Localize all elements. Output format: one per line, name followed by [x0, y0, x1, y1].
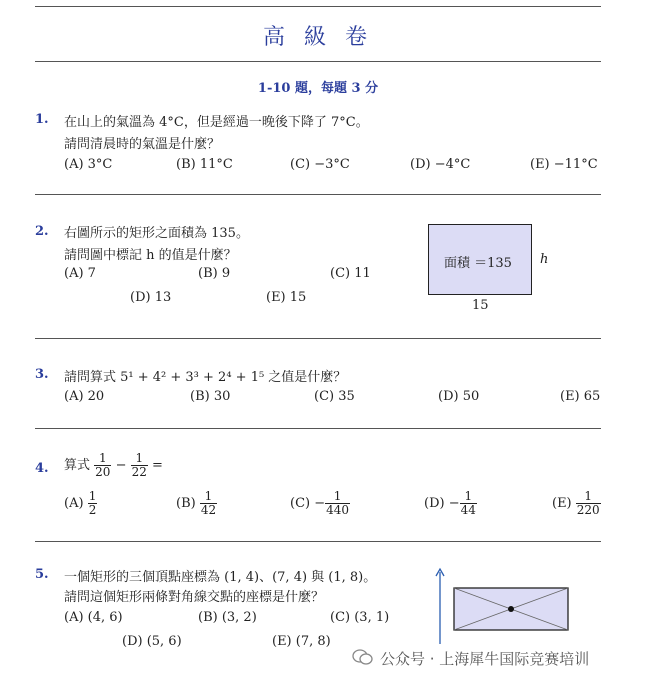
page-title: 高 級 卷	[263, 25, 373, 50]
fraction-numerator: 1	[325, 490, 350, 504]
fraction-denominator: 440	[326, 503, 350, 517]
option-fraction	[576, 490, 601, 516]
fraction-denominator: 2	[88, 503, 97, 517]
question-1-line1: 在山上的氣溫為 4°C，但是經過一晚後下降了 7°C。	[64, 115, 369, 130]
fraction-numerator: 1	[94, 452, 111, 466]
question-5-option-d[interactable]: (D) (5, 6)	[122, 634, 182, 649]
fraction-denominator: 220	[576, 503, 600, 517]
question-4-expression	[64, 450, 163, 482]
divider-1	[35, 194, 601, 195]
option-label: (E)	[552, 496, 572, 511]
wechat-icon	[352, 648, 374, 666]
option-fraction	[88, 490, 98, 516]
section-subtitle: 1-10 題，每題 3 分	[257, 81, 379, 96]
option-label: (D)	[424, 496, 445, 511]
question-2-line2: 請問圖中標記 h 的值是什麼？	[64, 248, 237, 263]
rectangle-diagonal-figure	[428, 566, 578, 646]
question-1-option-c[interactable]: (C) −3°C	[290, 157, 350, 172]
question-5-option-b[interactable]: (B) (3, 2)	[198, 610, 257, 625]
option-sign: −	[448, 496, 460, 511]
question-2-option-e[interactable]: (E) 15	[266, 290, 307, 305]
top-rule	[35, 6, 601, 7]
fraction-denominator: 44	[460, 503, 476, 517]
question-5-line2: 請問這個矩形兩條對角線交點的座標是什麼？	[64, 590, 325, 605]
question-1-line2: 請問清晨時的氣溫是什麼？	[64, 137, 221, 152]
fraction-numerator: 1	[131, 452, 148, 466]
rectangle-area-label: 面積 ＝135	[444, 256, 512, 271]
fraction-numerator: 1	[576, 490, 601, 504]
title-rule	[35, 61, 601, 62]
option-label: (C)	[290, 496, 311, 511]
question-5-number: 5.	[35, 567, 49, 582]
question-1-option-a[interactable]: (A) 3°C	[64, 157, 113, 172]
fraction-denominator: 42	[200, 503, 217, 517]
question-3-option-c[interactable]: (C) 35	[314, 389, 355, 404]
question-5-option-e[interactable]: (E) (7, 8)	[272, 634, 331, 649]
question-2-line1: 右圖所示的矩形之面積為 135。	[64, 226, 249, 241]
rectangle-width-label: 15	[472, 298, 489, 313]
question-4-number: 4.	[35, 461, 49, 476]
fraction-numerator: 1	[200, 490, 217, 504]
divider-2	[35, 338, 601, 339]
question-2-option-c[interactable]: (C) 11	[330, 266, 371, 281]
question-1-option-d[interactable]: (D) −4°C	[410, 157, 471, 172]
diagonal-intersection-point	[508, 606, 514, 612]
question-4-option-a[interactable]	[64, 488, 97, 520]
question-2-option-a[interactable]: (A) 7	[64, 266, 96, 281]
question-5-option-c[interactable]: (C) (3, 1)	[330, 610, 390, 625]
question-5-option-a[interactable]: (A) (4, 6)	[64, 610, 123, 625]
question-1-option-e[interactable]: (E) −11°C	[530, 157, 598, 172]
option-label: (B)	[176, 496, 196, 511]
question-2-option-b[interactable]: (B) 9	[198, 266, 231, 281]
option-sign: −	[314, 496, 326, 511]
question-1-option-b[interactable]: (B) 11°C	[176, 157, 233, 172]
question-5-line1: 一個矩形的三個頂點座標為 (1, 4)、(7, 4) 與 (1, 8)。	[64, 570, 377, 585]
option-fraction	[460, 490, 477, 516]
question-4-option-d[interactable]	[424, 488, 477, 520]
fraction-denominator: 20	[95, 465, 111, 479]
question-3-number: 3.	[35, 367, 49, 382]
divider-3	[35, 428, 601, 429]
fraction-denominator: 22	[131, 465, 147, 479]
question-2-option-d[interactable]: (D) 13	[130, 290, 172, 305]
fraction-1-20	[94, 452, 111, 478]
question-2-number: 2.	[35, 224, 49, 239]
question-4-prefix: 算式	[64, 458, 91, 473]
option-label: (A)	[64, 496, 84, 511]
question-4-option-e[interactable]	[552, 488, 601, 520]
divider-4	[35, 541, 601, 542]
question-3-line1: 請問算式 5¹ + 4² + 3³ + 2⁴ + 1⁵ 之值是什麼？	[64, 370, 347, 385]
fraction-numerator: 1	[88, 489, 97, 504]
option-fraction	[325, 490, 350, 516]
minus-sign: −	[115, 458, 127, 473]
question-3-option-a[interactable]: (A) 20	[64, 389, 105, 404]
question-3-option-d[interactable]: (D) 50	[438, 389, 480, 404]
fraction-1-22	[131, 452, 148, 478]
question-3-option-b[interactable]: (B) 30	[190, 389, 231, 404]
question-4-option-c[interactable]	[290, 488, 350, 520]
equals-sign: =	[152, 458, 163, 473]
question-3-option-e[interactable]: (E) 65	[560, 389, 601, 404]
fraction-numerator: 1	[460, 490, 477, 504]
watermark-text: 公众号 · 上海犀牛国际竞赛培训	[380, 650, 590, 668]
rectangle-height-label: h	[540, 252, 549, 267]
option-fraction	[200, 490, 217, 516]
question-4-option-b[interactable]	[176, 488, 217, 520]
question-1-number: 1.	[35, 112, 49, 127]
